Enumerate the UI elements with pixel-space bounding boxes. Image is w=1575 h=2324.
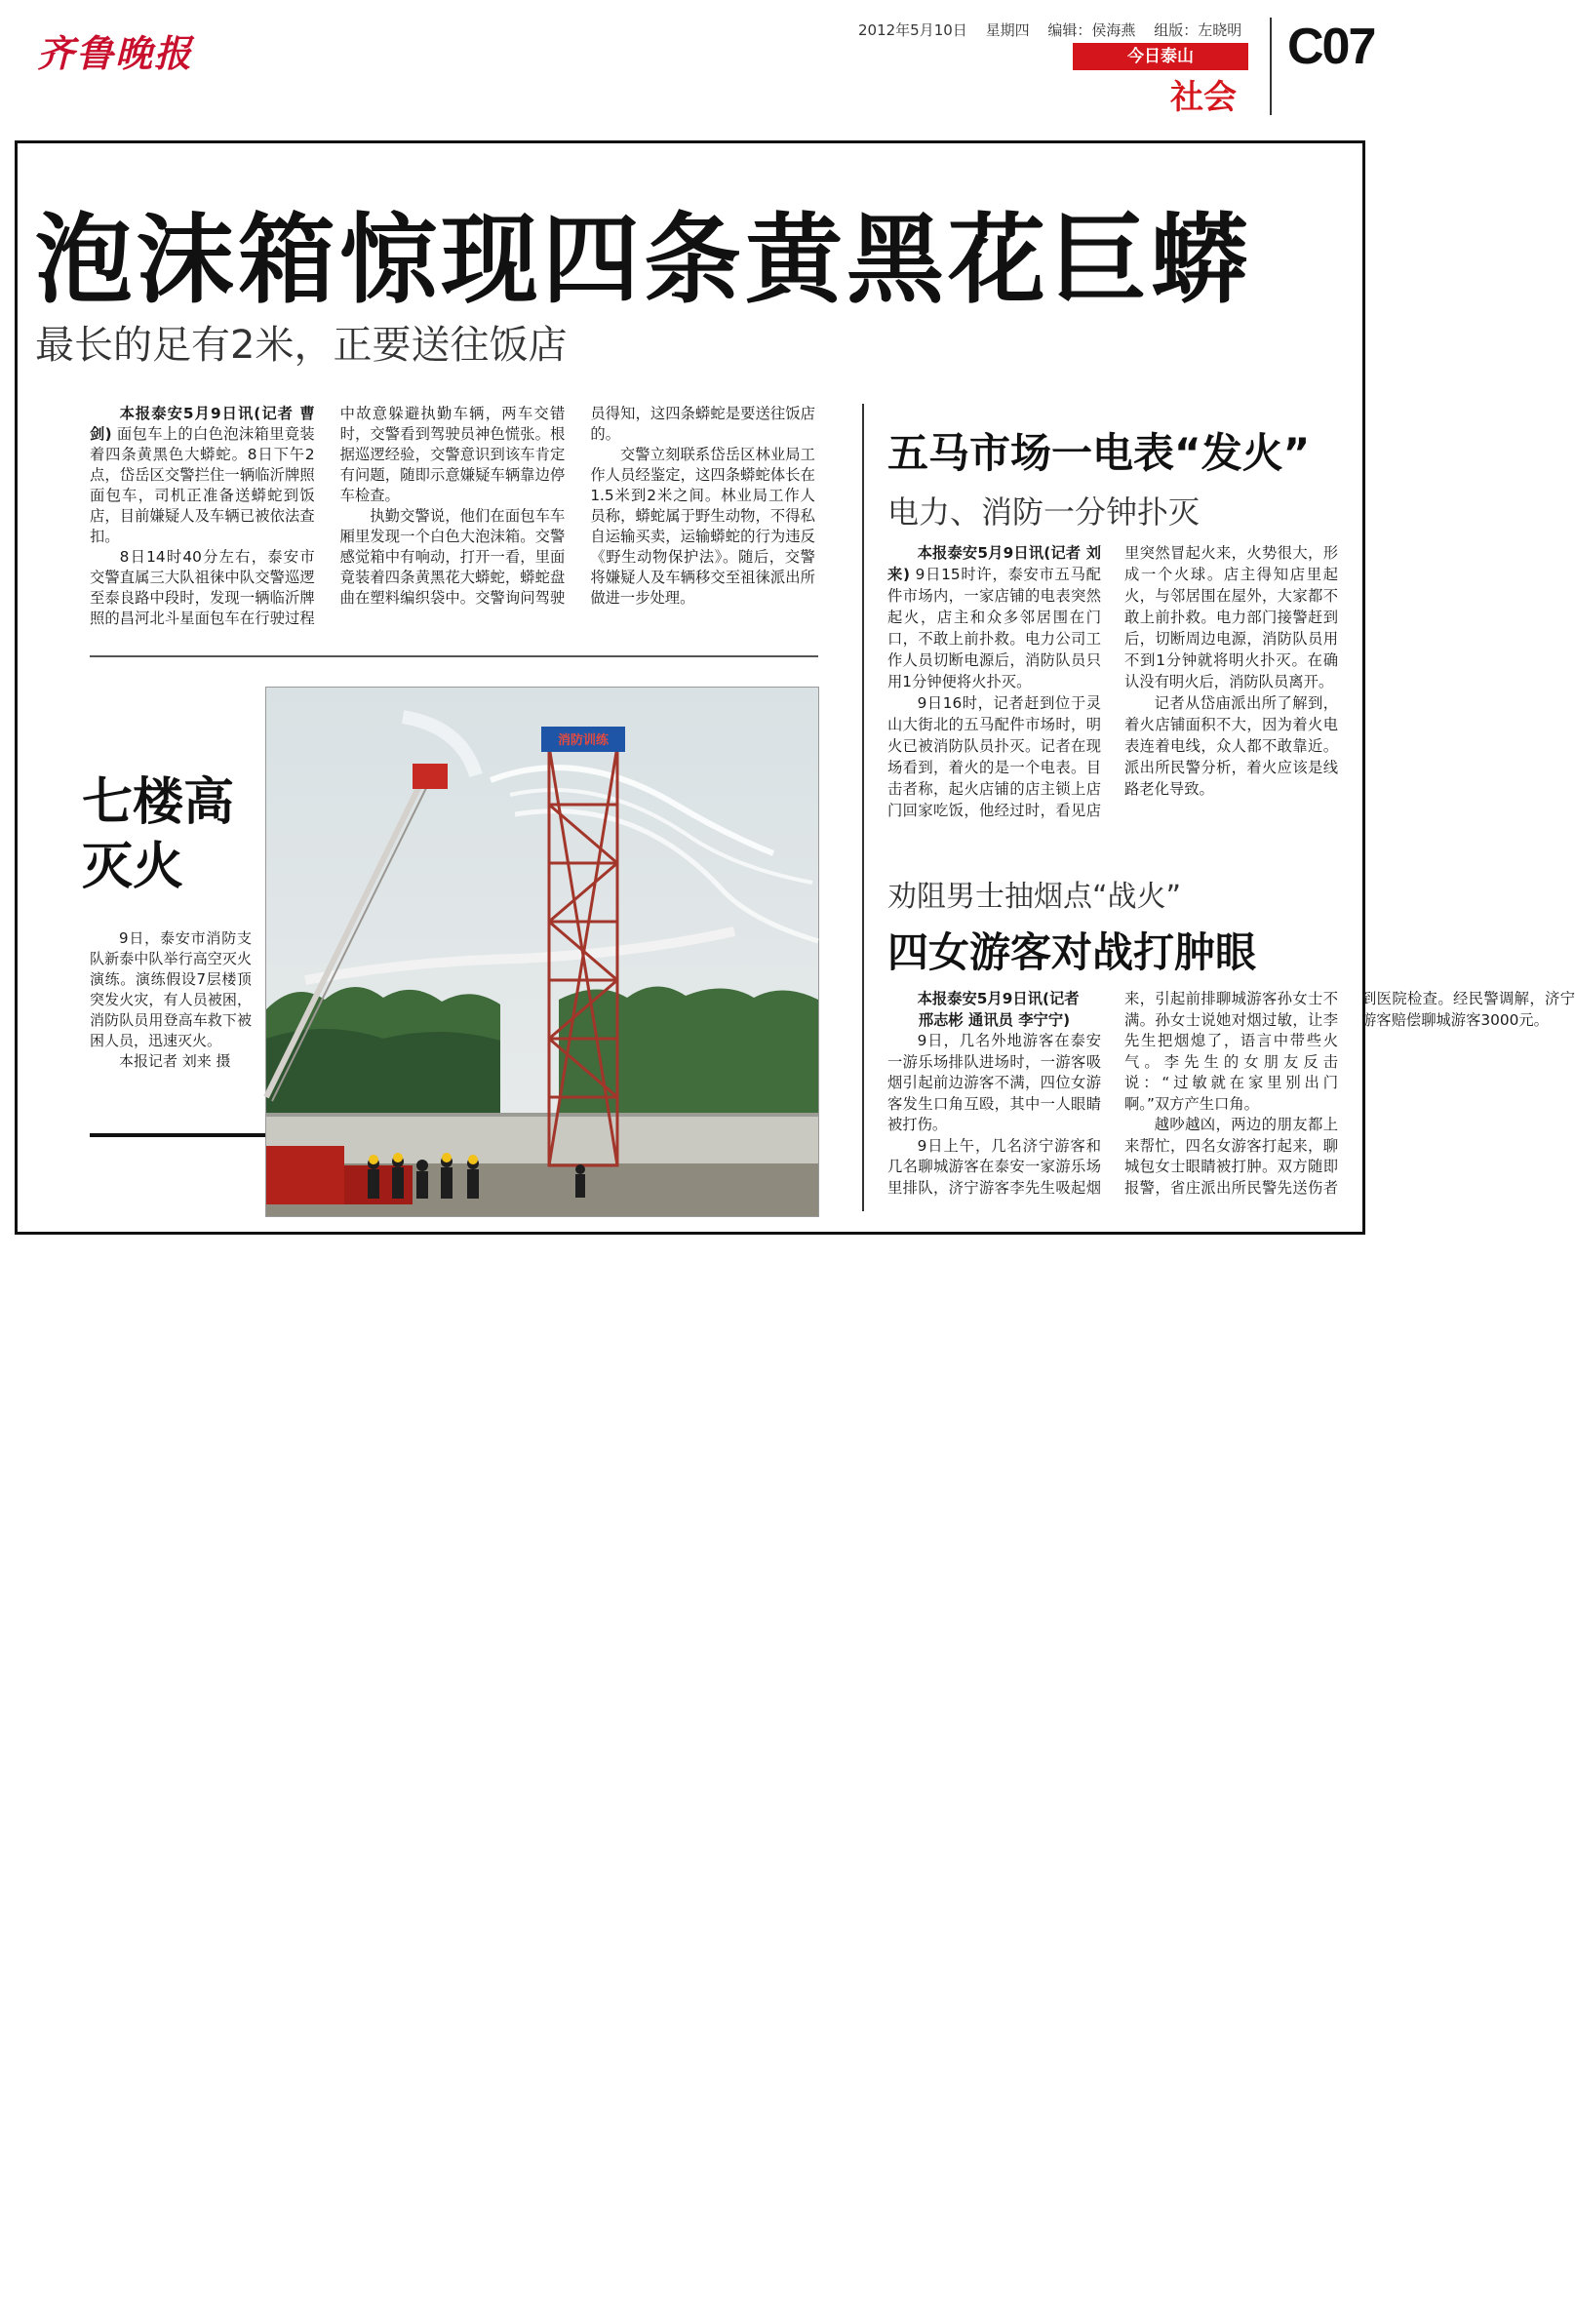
main-paragraph: 交警立刻联系岱岳区林业局工作人员经鉴定，这四条蟒蛇体长在1.5米到2米之间。林业局工作人员称，蟒蛇属于野生动物，不得私自运输买卖，运输蟒蛇的行为违反《野生动物保护法》。随后，交警将嫌疑人及车辆移交至祖徕派出所做进一步处理。 xyxy=(590,446,815,607)
main-paragraph: 执勤交警说，他们在面包车车厢里发现一个白色大泡沫箱。交警感觉箱中有响动，打开一看，里面竟装着四条黄黑花大蟒蛇，蟒蛇盘曲在塑料编织袋中。交警询问驾驶员得知，这四条蟒蛇是要送往饭店的。 xyxy=(339,405,815,607)
section-name: 社会 xyxy=(1170,78,1237,117)
newspaper-logo: 齐鲁晚报 xyxy=(37,31,194,75)
editor-credit: 编辑：侯海燕 xyxy=(1047,21,1136,39)
story2-dateline: 本报泰安5月9日讯(记者 刘来) xyxy=(887,544,1101,583)
photo-headline: 七楼高灭火 xyxy=(82,773,235,896)
story3-paragraph: 越吵越凶，两边的朋友都上来帮忙，四名女游客打起来，聊城包女士眼睛被打肿。双方随即报警，省庄派出所民警先送伤者到医院检查。经民警调解，济宁游客赔偿聊城游客3000元。 xyxy=(1124,990,1575,1197)
caption-text: 9日，泰安市消防支队新泰中队举行高空灭火演练。演练假设7层楼顶突发火灾，有人员被困，消防队员用登高车救下被困人员，迅速灭火。 xyxy=(90,929,252,1049)
story3-body xyxy=(887,989,1575,1215)
issue-weekday: 星期四 xyxy=(985,21,1030,39)
caption-rule xyxy=(90,1133,267,1137)
story3-kicker: 劝阻男士抽烟点“战火” xyxy=(887,880,1182,914)
page-number: C07 xyxy=(1287,19,1375,75)
story2-headline: 五马市场一电表“发火” xyxy=(887,429,1311,477)
story2-paragraph: 记者从岱庙派出所了解到，着火店铺面积不大，因为着火电表连着电线，众人都不敢靠近。派出所民警分析，着火应该是线路老化导致。 xyxy=(1124,694,1338,798)
issue-meta xyxy=(858,20,1255,40)
story2-paragraph: 9日16时，记者赶到位于灵山大街北的五马配件市场时，明火已被消防队员扑灭。记者在现场看到，着火的是一个电表。目击者称，起火店铺的店主锁上店门回家吃饭，他经过时，看见店里突然冒起火来，火势很大，形成一个火球。店主得知店里起火，与邻居围在屋外，大家都不敢上前扑救。电力部门接警赶到后，切断周边电源，消防队员用不到1分钟就将明火扑灭。在确认没有明火后，消防队员离开。 xyxy=(887,544,1338,819)
main-subhead: 最长的足有2米，正要送往饭店 xyxy=(35,323,568,368)
layout-credit: 组版：左晓明 xyxy=(1154,21,1242,39)
main-dateline: 本报泰安5月9日讯(记者 曹剑) xyxy=(90,405,315,443)
column-divider xyxy=(862,404,864,1211)
masthead-divider xyxy=(1270,18,1272,115)
story3-dateline: 本报泰安5月9日讯(记者 xyxy=(917,990,1080,1007)
section-tag: 今日泰山 xyxy=(1073,43,1248,70)
main-paragraph: 8日14时40分左右，泰安市交警直属三大队祖徕中队交警巡逻至泰良路中段时，发现一辆临沂牌照的昌河北斗星面包车在行驶过程中故意躲避执勤车辆，两车交错时，交警看到驾驶员神色慌张。根据巡逻经验，交警意识到该车肯定有问题，随即示意嫌疑车辆靠边停车检查。 xyxy=(90,405,566,627)
tower-sign: 消防训练 xyxy=(557,733,610,748)
main-story-body xyxy=(90,404,815,634)
story2-subhead: 电力、消防一分钟扑灭 xyxy=(887,493,1201,531)
fire-drill-photo xyxy=(265,687,819,1217)
fire-drill-illustration xyxy=(266,688,818,1216)
story3-paragraph: 9日，几名外地游客在泰安一游乐场排队进场时，一游客吸烟引起前边游客不满，四位女游客发生口角互殴，其中一人眼睛被打伤。 xyxy=(887,1032,1101,1133)
main-paragraph: 本报泰安5月9日讯(记者 曹剑) 面包车上的白色泡沫箱里竟装着四条黄黑色大蟒蛇。8日下午2点，岱岳区交警拦住一辆临沂牌照面包车，司机正准备送蟒蛇到饭店，目前嫌疑人及车辆已被依法查扣。 xyxy=(90,405,315,545)
issue-date: 2012年5月10日 xyxy=(858,21,967,39)
story3-authors: 邢志彬 通讯员 李宁宁) xyxy=(918,1010,1071,1029)
section-divider xyxy=(90,655,818,657)
story2-paragraph: 本报泰安5月9日讯(记者 刘来) 9日15时许，泰安市五马配件市场内，一家店铺的电表突然起火，店主和众多邻居围在门口，不敢上前扑救。电力公司工作人员切断电源后，消防队员只用1分钟便将火扑灭。 xyxy=(887,544,1101,690)
story2-body xyxy=(887,542,1338,835)
photo-caption xyxy=(90,928,252,1072)
story3-paragraph: 9日上午，几名济宁游客和几名聊城游客在泰安一家游乐场里排队，济宁游客李先生吸起烟来，引起前排聊城游客孙女士不满。孙女士说她对烟过敏，让李先生把烟熄了，语言中带些火气。李先生的女朋友反击说：“过敏就在家里别出门啊。”双方产生口角。 xyxy=(887,990,1338,1197)
main-headline: 泡沫箱惊现四条黄黑花巨蟒 xyxy=(35,203,1252,317)
photo-credit: 本报记者 刘来 摄 xyxy=(119,1052,231,1070)
story3-headline: 四女游客对战打肿眼 xyxy=(887,928,1257,976)
